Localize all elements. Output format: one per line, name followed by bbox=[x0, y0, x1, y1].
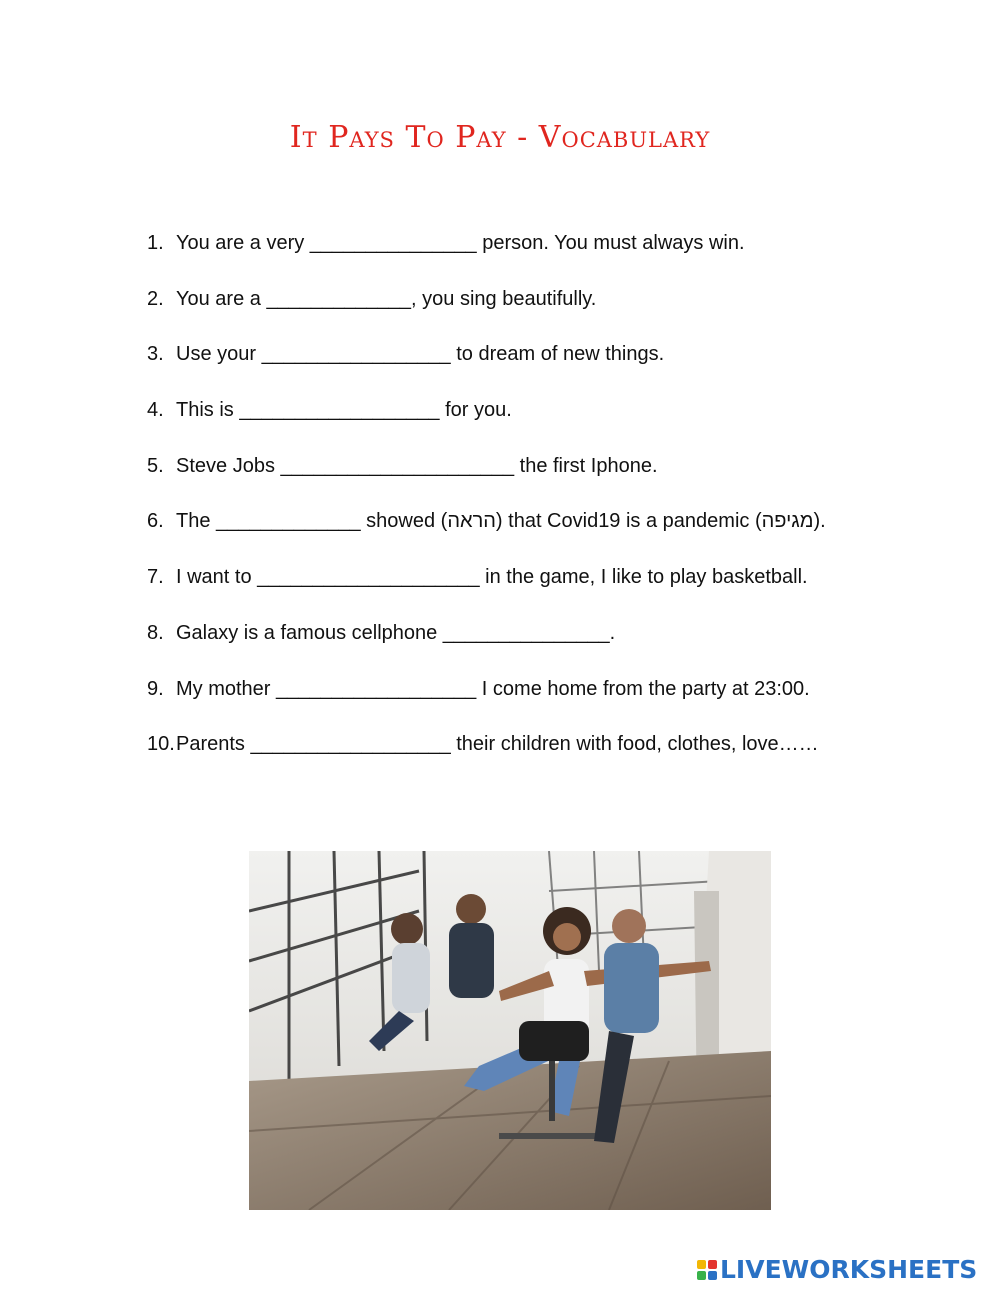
question-item bbox=[147, 449, 907, 505]
question-text: Use your _________________ to dream of new things. bbox=[176, 343, 665, 366]
question-text: Galaxy is a famous cellphone _______________. bbox=[176, 621, 616, 644]
question-item bbox=[147, 337, 907, 393]
liveworksheets-logo bbox=[697, 1254, 977, 1286]
question-text: Steve Jobs _____________________ the first Iphone. bbox=[176, 454, 658, 477]
office-chair-race-photo bbox=[249, 851, 771, 1210]
question-number: 1. bbox=[147, 232, 164, 254]
logo-blocks-icon bbox=[697, 1260, 717, 1280]
question-number: 5. bbox=[147, 454, 164, 477]
question-item bbox=[147, 226, 907, 282]
question-text: Parents __________________ their children with food, clothes, love…… bbox=[176, 733, 819, 756]
question-item bbox=[147, 727, 907, 783]
question-number: 7. bbox=[147, 566, 164, 589]
question-item bbox=[147, 393, 907, 449]
question-text: I want to ____________________ in the game, I like to play basketball. bbox=[176, 566, 808, 589]
question-list bbox=[147, 226, 907, 783]
question-item bbox=[147, 504, 907, 560]
question-text: You are a very _______________ person. You must always win. bbox=[176, 232, 745, 254]
question-number: 10. bbox=[147, 733, 175, 756]
question-number: 8. bbox=[147, 621, 164, 644]
question-item bbox=[147, 282, 907, 338]
question-item bbox=[147, 672, 907, 728]
logo-text: LIVEWORKSHEETS bbox=[720, 1255, 978, 1284]
worksheet-title: It Pays To Pay - Vocabulary bbox=[289, 120, 711, 155]
question-text: My mother __________________ I come home from the party at 23:00. bbox=[176, 677, 810, 700]
question-number: 3. bbox=[147, 343, 164, 366]
question-text: The _____________ showed (הראה) that Covid19 is a pandemic (מגיפה). bbox=[176, 510, 826, 533]
question-text: This is __________________ for you. bbox=[176, 399, 512, 422]
question-number: 6. bbox=[147, 510, 164, 533]
question-text: You are a _____________, you sing beautifully. bbox=[176, 287, 597, 310]
question-number: 2. bbox=[147, 287, 164, 310]
question-item bbox=[147, 560, 907, 616]
question-number: 9. bbox=[147, 677, 164, 700]
question-number: 4. bbox=[147, 399, 164, 422]
question-item bbox=[147, 616, 907, 672]
